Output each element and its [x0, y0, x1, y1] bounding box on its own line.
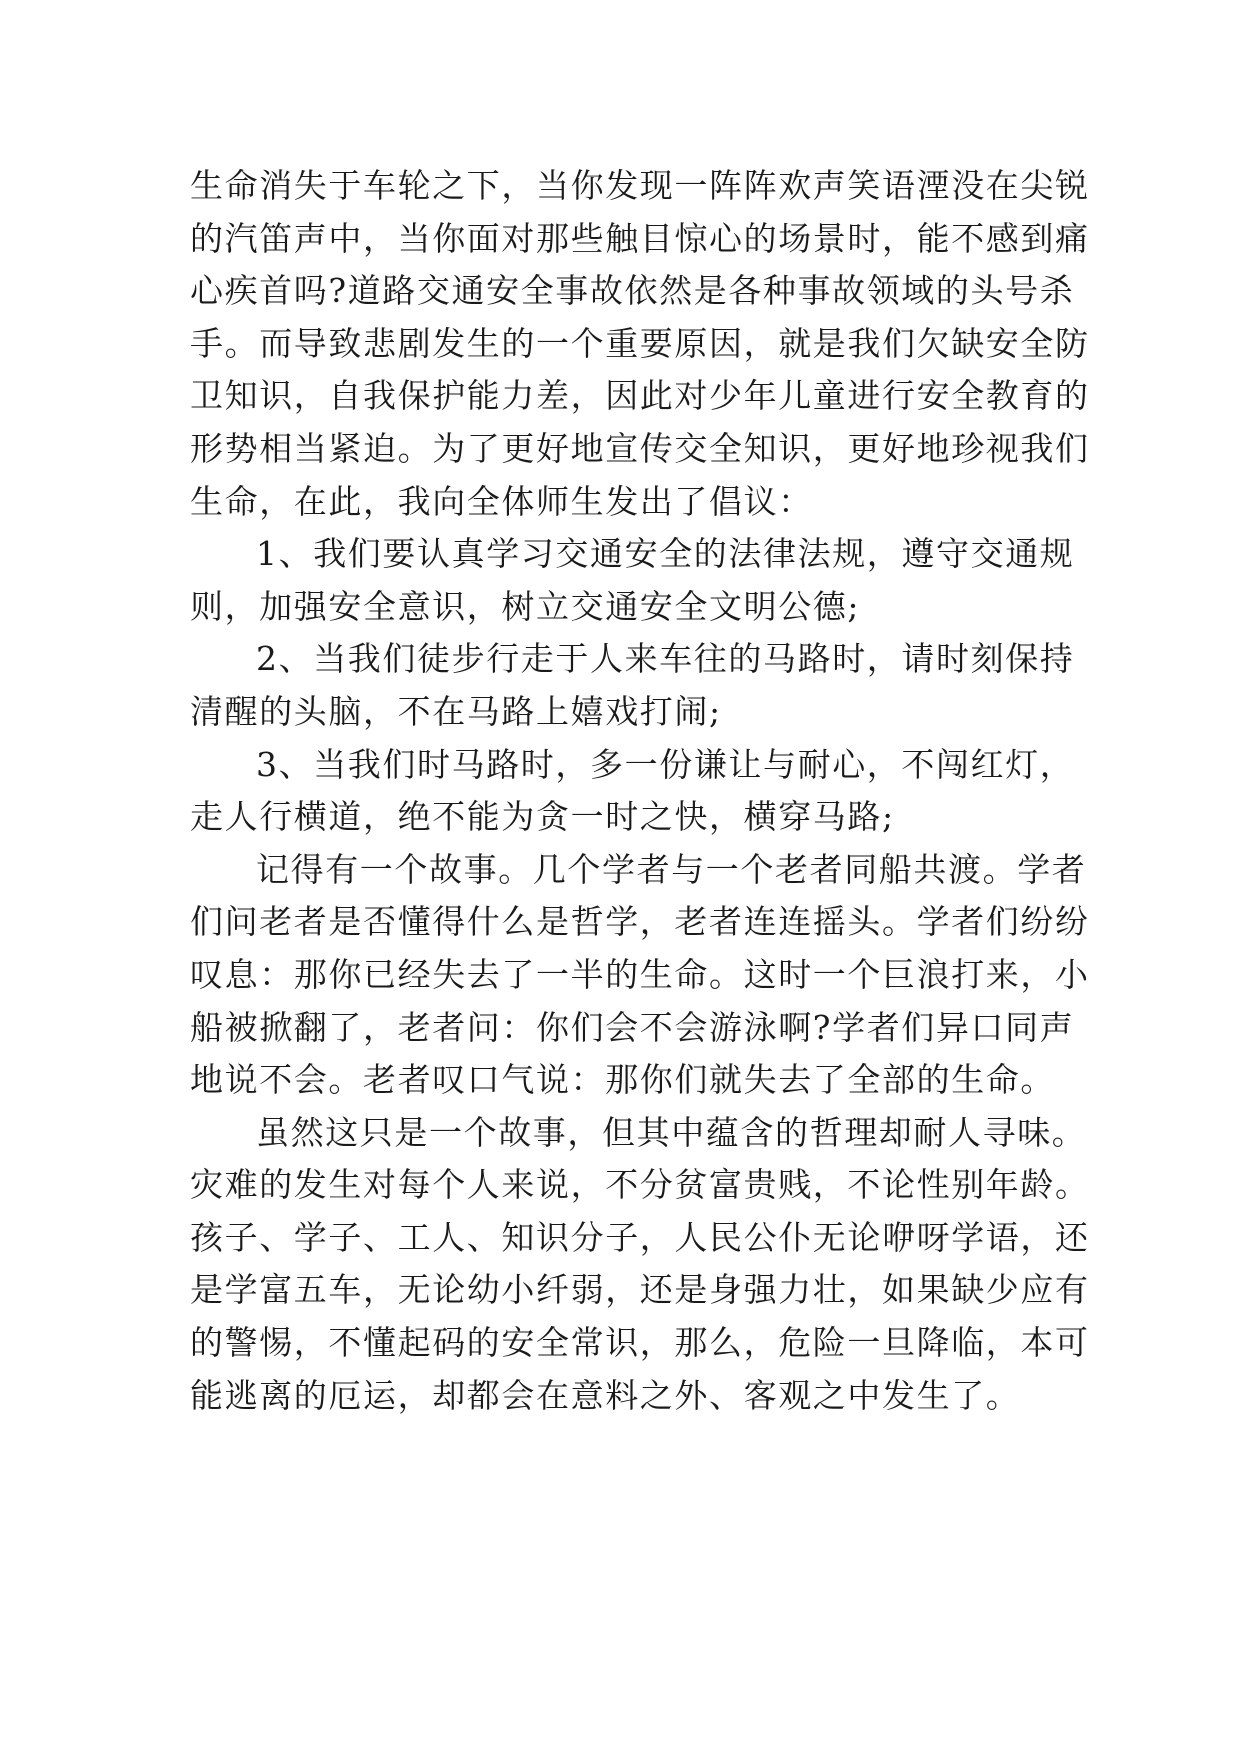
text-line: 生命消失于车轮之下，当你发现一阵阵欢声笑语湮没在尖锐: [190, 166, 1090, 205]
text-line: 卫知识，自我保护能力差，因此对少年儿童进行安全教育的: [190, 376, 1090, 416]
list-item-2: 2、当我们徒步行走于人来车往的马路时，请时刻保持: [256, 639, 1075, 679]
text-line: 形势相当紧迫。为了更好地宣传交全知识，更好地珍视我们: [190, 428, 1090, 468]
text-line: 叹息：那你已经失去了一半的生命。这时一个巨浪打来，小: [190, 954, 1090, 994]
text-line: 地说不会。老者叹口气说：那你们就失去了全部的生命。: [190, 1060, 1055, 1100]
text-line: 则，加强安全意识，树立交通安全文明公德;: [190, 586, 861, 626]
text-line: 的警惕，不懂起码的安全常识，那么，危险一旦降临，本可: [190, 1323, 1090, 1363]
list-item-3: 3、当我们时马路时，多一份谦让与耐心，不闯红灯，: [256, 744, 1075, 784]
text-line: 船被掀翻了，老者问：你们会不会游泳啊?学者们异口同声: [190, 1007, 1075, 1047]
text-line: 灾难的发生对每个人来说，不分贫富贵贱，不论性别年龄。: [190, 1165, 1090, 1205]
document-body: [190, 160, 1090, 1422]
text-line: 走人行横道，绝不能为贪一时之快，横穿马路;: [190, 797, 895, 837]
list-item-1: 1、我们要认真学习交通安全的法律法规，遵守交通规: [256, 534, 1075, 574]
text-line: 能逃离的厄运，却都会在意料之外、客观之中发生了。: [190, 1375, 1021, 1415]
text-line: 孩子、学子、工人、知识分子，人民公仆无论咿呀学语，还: [190, 1217, 1090, 1257]
text-line: 清醒的头脑，不在马路上嬉戏打闹;: [190, 691, 722, 731]
text-line: 手。而导致悲剧发生的一个重要原因，就是我们欠缺安全防: [190, 323, 1090, 363]
text-line: 心疾首吗?道路交通安全事故依然是各种事故领域的头号杀: [190, 271, 1075, 311]
paragraph-story-start: 记得有一个故事。几个学者与一个老者同船共渡。学者: [256, 849, 1087, 889]
text-line: 们问老者是否懂得什么是哲学，老者连连摇头。学者们纷纷: [190, 902, 1090, 942]
text-line: 是学富五车，无论幼小纤弱，还是身强力壮，如果缺少应有: [190, 1270, 1090, 1310]
text-line: 的汽笛声中，当你面对那些触目惊心的场景时，能不感到痛: [190, 218, 1090, 258]
paragraph-conclusion-start: 虽然这只是一个故事，但其中蕴含的哲理却耐人寻味。: [256, 1112, 1087, 1152]
text-line: 生命，在此，我向全体师生发出了倡议：: [190, 481, 813, 521]
